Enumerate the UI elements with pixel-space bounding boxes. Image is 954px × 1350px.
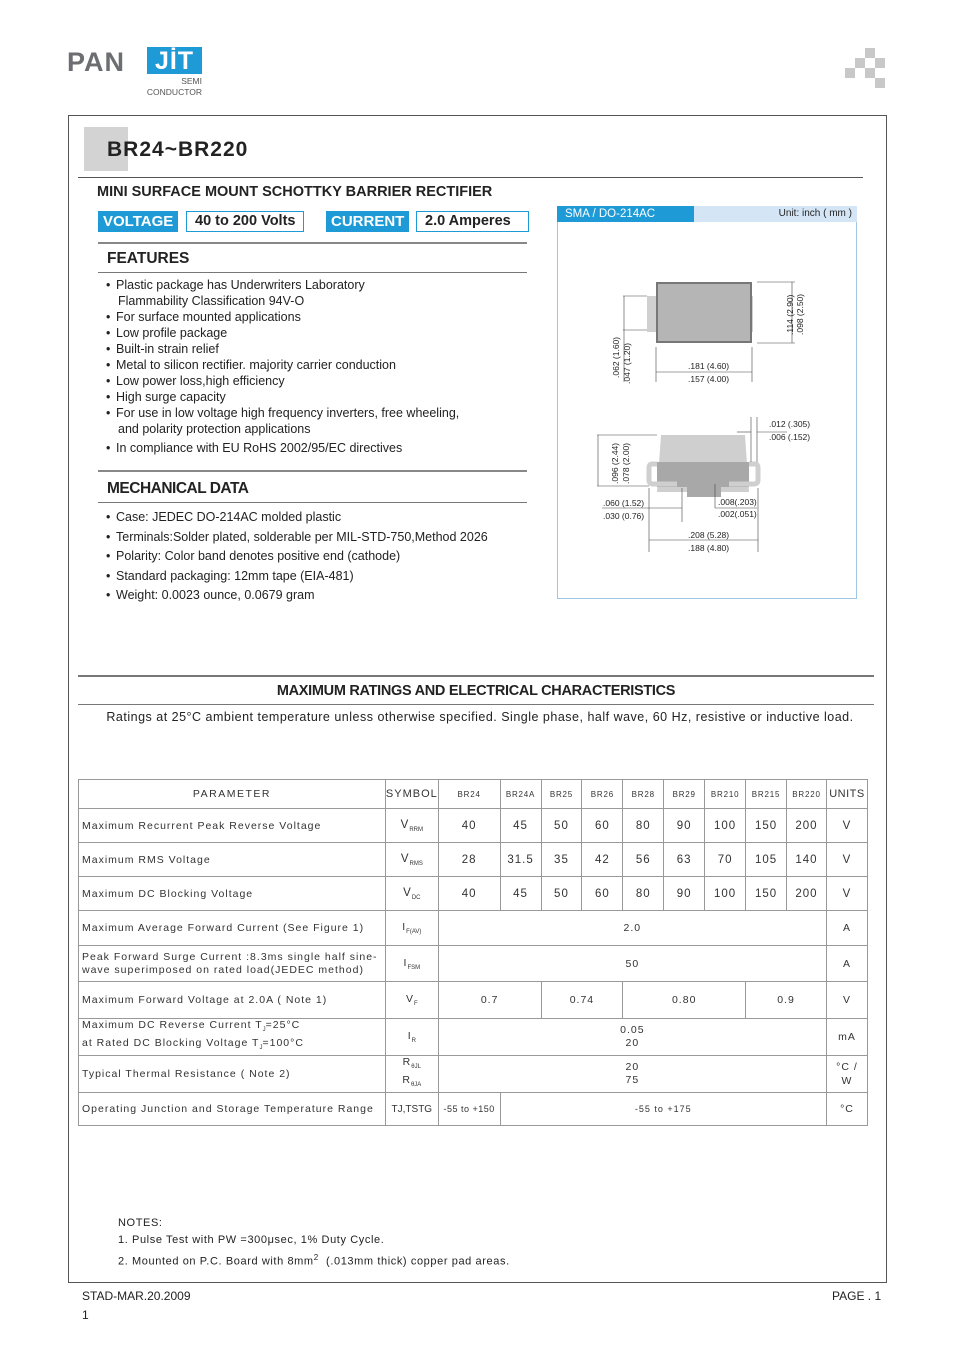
value-cell: 200 [787,809,827,843]
dim-length-max: .181 (4.60) [688,361,730,371]
package-outline-drawing [557,222,855,597]
header-symbol: SYMBOL [385,780,438,809]
table-row-vf [79,982,868,1019]
value-cell: 140 [787,843,827,877]
param-label: Peak Forward Surge Current :8.3ms single half sine- wave superimposed on rated load(JEDEC method) [79,946,386,982]
value-cell: 28 [438,843,500,877]
features-heading: FEATURES [107,250,190,267]
unit-cell: V [826,877,867,911]
param-label: Typical Thermal Resistance ( Note 2) [79,1056,386,1093]
unit-cell: V [826,809,867,843]
footer-number: 1 [82,1308,89,1322]
symbol-cell: $R_{\theta JL}$ $R_{\theta JA}$ [385,1056,438,1093]
dim-side-height-min: .078 (2.00) [621,442,631,484]
mechanical-heading: MECHANICAL DATA [107,480,249,497]
mechanical-bottom-rule [98,502,527,503]
param-label: Operating Junction and Storage Temperature Range [79,1093,386,1126]
table-header-row [79,780,868,809]
mechanical-item: • Terminals:Solder plated, solderable per MIL-STD-750,Method 2026 [104,528,534,548]
value-cell: 50 [541,809,582,843]
unit-cell: A [826,911,867,946]
symbol-cell: $I_{F(AV)}$ [385,911,438,946]
table-row-temp [79,1093,868,1126]
features-bottom-rule [98,272,527,273]
symbol-cell: $I_R$ [385,1019,438,1056]
note-1: 1. Pulse Test with PW =300μsec, 1% Duty Cycle. [118,1234,385,1246]
top-lead-left [647,296,656,332]
mechanical-item: • Standard packaging: 12mm tape (EIA-481) [104,567,534,587]
header-part: BR210 [705,780,746,809]
dim-height-max: .114 (2.90) [785,294,795,335]
value-cell: 90 [664,809,705,843]
feature-item: • Built-in strain relief [104,341,534,357]
dim-standoff-min: .002(.051) [718,509,757,519]
header-part: BR25 [541,780,582,809]
feature-item: • For surface mounted applications [104,309,534,325]
dim-overall-max: .208 (5.28) [688,530,730,540]
dim-height-min: .098 (2.50) [795,293,805,335]
dim-lead-thk-max: .012 (.305) [769,419,811,429]
package-name: SMA / DO-214AC [557,206,694,222]
side-body-bottom [687,480,721,497]
features-top-rule [98,242,527,244]
symbol-cell: $V_{RMS}$ [385,843,438,877]
value-cell: 40 [438,877,500,911]
voltage-label: VOLTAGE [98,211,178,232]
param-label: Maximum Recurrent Peak Reverse Voltage [79,809,386,843]
value-cell: 80 [623,877,664,911]
param-label: Maximum RMS Voltage [79,843,386,877]
value-cell: 60 [582,809,623,843]
value-cell: 90 [664,877,705,911]
ratings-heading: MAXIMUM RATINGS AND ELECTRICAL CHARACTERISTICS [276,683,676,699]
package-unit: Unit: inch ( mm ) [778,208,852,219]
decorative-squares-icon [845,48,885,90]
value-cell: 31.5 [500,843,541,877]
value-cell: -55 to +150 [438,1093,500,1126]
ratings-top-rule [78,675,874,677]
value-cell: 80 [623,809,664,843]
page-number: PAGE . 1 [832,1289,882,1303]
symbol-cell: $I_{FSM}$ [385,946,438,982]
table-row-ir [79,1019,868,1056]
value-cell: 63 [664,843,705,877]
header-part: BR24A [500,780,541,809]
logo-tagline-1: SEMI [181,76,202,86]
value-cell: 100 [705,809,746,843]
features-list [104,277,534,456]
symbol-cell: $V_{DC}$ [385,877,438,911]
notes-title: NOTES: [118,1217,163,1229]
mechanical-list [104,508,534,606]
page-subtitle: MINI SURFACE MOUNT SCHOTTKY BARRIER RECTIFIER [97,184,493,200]
feature-item: and polarity protection applications [118,422,311,436]
param-label: Maximum DC Reverse Current $T_J=25^\circ C$ at Rated DC Blocking Voltage $T_J=100^\circ C$ [79,1019,386,1056]
table-row-ifsm [79,946,868,982]
symbol-cell: $V_F$ [385,982,438,1019]
current-value: 2.0 Amperes [416,211,529,232]
value-cell: 100 [705,877,746,911]
title-divider [78,177,863,178]
mechanical-item: • Weight: 0.0023 ounce, 0.0679 gram [104,586,534,606]
symbol-cell: $V_{RRM}$ [385,809,438,843]
logo-tagline [120,76,202,98]
value-cell: 105 [746,843,787,877]
header-part: BR26 [582,780,623,809]
value-cell: 42 [582,843,623,877]
feature-item: • In compliance with EU RoHS 2002/95/EC directives [104,440,534,456]
unit-cell: mA [826,1019,867,1056]
unit-cell: °C [826,1093,867,1126]
current-label: CURRENT [326,211,409,232]
value-cell: 150 [746,877,787,911]
param-label: Maximum DC Blocking Voltage [79,877,386,911]
unit-cell: A [826,946,867,982]
feature-item: • Low profile package [104,325,534,341]
notes-block [118,1215,510,1271]
dim-standoff-max: .008(.203) [718,497,757,507]
dim-length-min: .157 (4.00) [688,374,730,384]
value-cell: 56 [623,843,664,877]
dim-foot-min: .030 (0.76) [603,511,645,521]
value-cell: 70 [705,843,746,877]
feature-item: Flammability Classification 94V-O [118,294,305,308]
value-cell: 45 [500,809,541,843]
header-units: UNITS [826,780,867,809]
unit-cell: V [826,982,867,1019]
value-cell: 20 75 [438,1056,826,1093]
feature-item: • Plastic package has Underwriters Laboratory [104,277,534,293]
value-cell: 0.74 [541,982,623,1019]
value-cell: 40 [438,809,500,843]
ratings-bottom-rule [78,704,874,705]
value-cell: 0.80 [623,982,746,1019]
value-cell: 50 [541,877,582,911]
header-parameter: PARAMETER [79,780,386,809]
value-cell: 50 [438,946,826,982]
param-label: Maximum Average Forward Current (See Figure 1) [79,911,386,946]
logo-pan-text: PAN [67,47,126,77]
table-row-ifav [79,911,868,946]
header-part: BR29 [664,780,705,809]
header-part: BR28 [623,780,664,809]
dim-lead-max: .062 (1.60) [611,336,621,378]
unit-cell: °C / W [826,1056,867,1093]
mechanical-item: • Case: JEDEC DO-214AC molded plastic [104,508,534,528]
param-label: Maximum Forward Voltage at 2.0A ( Note 1) [79,982,386,1019]
symbol-cell: TJ,TSTG [385,1093,438,1126]
voltage-value: 40 to 200 Volts [186,211,304,232]
value-cell: 2.0 [438,911,826,946]
mechanical-item: • Polarity: Color band denotes positive end (cathode) [104,547,534,567]
value-cell: 60 [582,877,623,911]
header-part: BR215 [746,780,787,809]
logo-tagline-2: CONDUCTOR [146,87,202,97]
feature-item: • For use in low voltage high frequency inverters, free wheeling, [104,405,534,421]
value-cell: -55 to +175 [500,1093,826,1126]
dim-lead-min: .047 (1.20) [622,342,632,384]
value-cell: 45 [500,877,541,911]
value-cell: 200 [787,877,827,911]
dim-side-height-max: .096 (2.44) [610,442,620,484]
feature-item: • Metal to silicon rectifier. majority carrier conduction [104,357,534,373]
table-row-vrms [79,843,868,877]
feature-item: • High surge capacity [104,389,534,405]
ratings-description: Ratings at 25°C ambient temperature unless otherwise specified. Single phase, half wave, 60 Hz, resistive or inductive load. [106,710,854,724]
feature-item: • Low power loss,high efficiency [104,373,534,389]
top-body-inner [658,284,750,341]
value-cell: 0.9 [746,982,827,1019]
page-title: BR24~BR220 [107,138,249,161]
dim-foot-max: .060 (1.52) [603,498,645,508]
table-row-rth [79,1056,868,1093]
unit-cell: V [826,843,867,877]
mechanical-top-rule [98,470,527,472]
dim-overall-min: .188 (4.80) [688,543,730,553]
ratings-table [78,779,868,1126]
value-cell: 150 [746,809,787,843]
value-cell: 35 [541,843,582,877]
doc-code: STAD-MAR.20.2009 [82,1289,191,1303]
dim-lead-thk-min: .006 (.152) [769,432,811,442]
header-part: BR24 [438,780,500,809]
note-2: 2. Mounted on P.C. Board with $8mm^2$ (.013mm thick) copper pad areas. [118,1253,510,1268]
value-cell: 0.7 [438,982,541,1019]
value-cell: 0.05 20 [438,1019,826,1056]
table-row-vdc [79,877,868,911]
header-part: BR220 [787,780,827,809]
logo-jit-text: JİT [147,47,202,74]
table-row-vrrm [79,809,868,843]
